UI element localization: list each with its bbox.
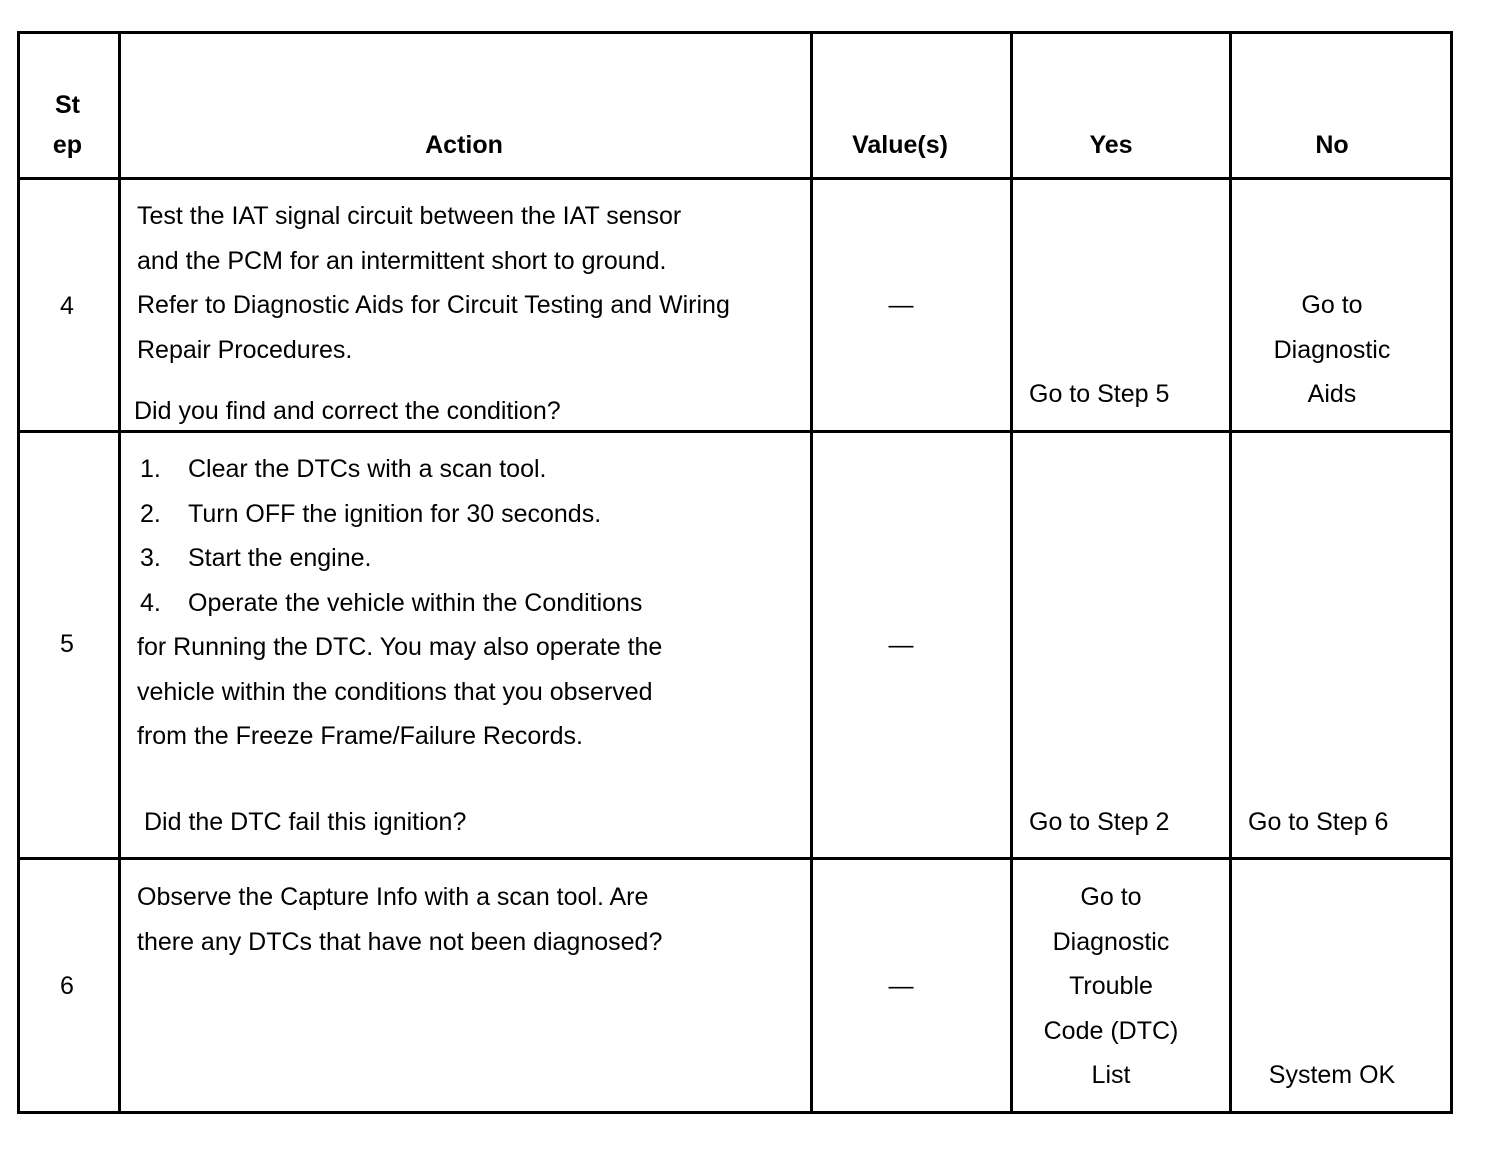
value-dash: — bbox=[888, 972, 914, 1000]
action-continuation bbox=[137, 625, 662, 759]
list-item-text: Operate the vehicle within the Conditions bbox=[188, 588, 643, 617]
list-item-text: Clear the DTCs with a scan tool. bbox=[188, 455, 547, 483]
action-line: Test the IAT signal circuit between the IAT sensor bbox=[137, 202, 682, 230]
no-result-line: Aids bbox=[1307, 380, 1357, 408]
table-border-top bbox=[17, 31, 1453, 34]
column-divider bbox=[118, 31, 121, 1114]
header-step-line2: ep bbox=[52, 131, 83, 159]
list-item-text: Start the engine. bbox=[188, 544, 372, 572]
diagnostic-table bbox=[17, 31, 1453, 1114]
yes-result-line: Code (DTC) bbox=[1043, 1016, 1179, 1045]
step-number: 5 bbox=[60, 630, 74, 658]
header-values: Value(s) bbox=[852, 131, 948, 159]
list-item-number: 3. bbox=[140, 544, 161, 572]
yes-result: Go to Step 2 bbox=[1029, 808, 1170, 836]
header-no: No bbox=[1315, 131, 1349, 159]
column-divider bbox=[810, 31, 813, 1114]
no-result bbox=[1232, 283, 1432, 417]
header-action: Action bbox=[425, 131, 503, 159]
list-item bbox=[140, 536, 642, 581]
action-line: for Running the DTC. You may also operate the bbox=[137, 633, 663, 661]
action-list bbox=[140, 447, 642, 625]
no-result: Go to Step 6 bbox=[1248, 808, 1389, 836]
yes-result-line: List bbox=[1091, 1061, 1131, 1089]
list-item bbox=[140, 581, 642, 626]
value-dash: — bbox=[888, 631, 914, 659]
no-result: System OK bbox=[1268, 1061, 1396, 1089]
yes-result bbox=[1013, 875, 1209, 1098]
list-item bbox=[140, 447, 642, 492]
action-text bbox=[137, 875, 662, 964]
list-item-number: 2. bbox=[140, 499, 161, 528]
action-question: Did you find and correct the condition? bbox=[134, 397, 561, 425]
no-result-line: Go to bbox=[1301, 291, 1363, 319]
row-divider bbox=[17, 857, 1453, 860]
action-line: Repair Procedures. bbox=[137, 335, 353, 364]
list-item-number: 1. bbox=[140, 455, 161, 483]
list-item-text: Turn OFF the ignition for 30 seconds. bbox=[188, 499, 602, 528]
action-line: Observe the Capture Info with a scan tool. Are bbox=[137, 883, 649, 911]
value-dash: — bbox=[888, 291, 914, 319]
table-border-left bbox=[17, 31, 20, 1114]
table-border-right bbox=[1450, 31, 1453, 1114]
action-line: vehicle within the conditions that you observed bbox=[137, 677, 653, 706]
yes-result-line: Diagnostic bbox=[1052, 927, 1170, 956]
list-item-number: 4. bbox=[140, 588, 161, 617]
action-line: Refer to Diagnostic Aids for Circuit Testing and Wiring bbox=[137, 291, 730, 319]
step-number: 6 bbox=[60, 972, 74, 1000]
header-divider bbox=[17, 177, 1453, 180]
yes-result-line: Go to bbox=[1080, 883, 1142, 911]
action-line: and the PCM for an intermittent short to ground. bbox=[137, 246, 667, 275]
list-item bbox=[140, 492, 642, 537]
step-number: 4 bbox=[60, 292, 74, 320]
table-border-bottom bbox=[17, 1111, 1453, 1114]
header-step-line1: St bbox=[55, 91, 80, 119]
action-text bbox=[137, 194, 730, 372]
yes-result: Go to Step 5 bbox=[1029, 380, 1170, 408]
no-result-line: Diagnostic bbox=[1273, 335, 1391, 364]
action-line: there any DTCs that have not been diagnosed? bbox=[137, 927, 663, 956]
action-line: from the Freeze Frame/Failure Records. bbox=[137, 722, 583, 750]
yes-result-line: Trouble bbox=[1069, 972, 1153, 1000]
header-step bbox=[17, 85, 118, 165]
action-question: Did the DTC fail this ignition? bbox=[144, 808, 467, 836]
column-divider bbox=[1229, 31, 1232, 1114]
header-yes: Yes bbox=[1089, 131, 1133, 159]
